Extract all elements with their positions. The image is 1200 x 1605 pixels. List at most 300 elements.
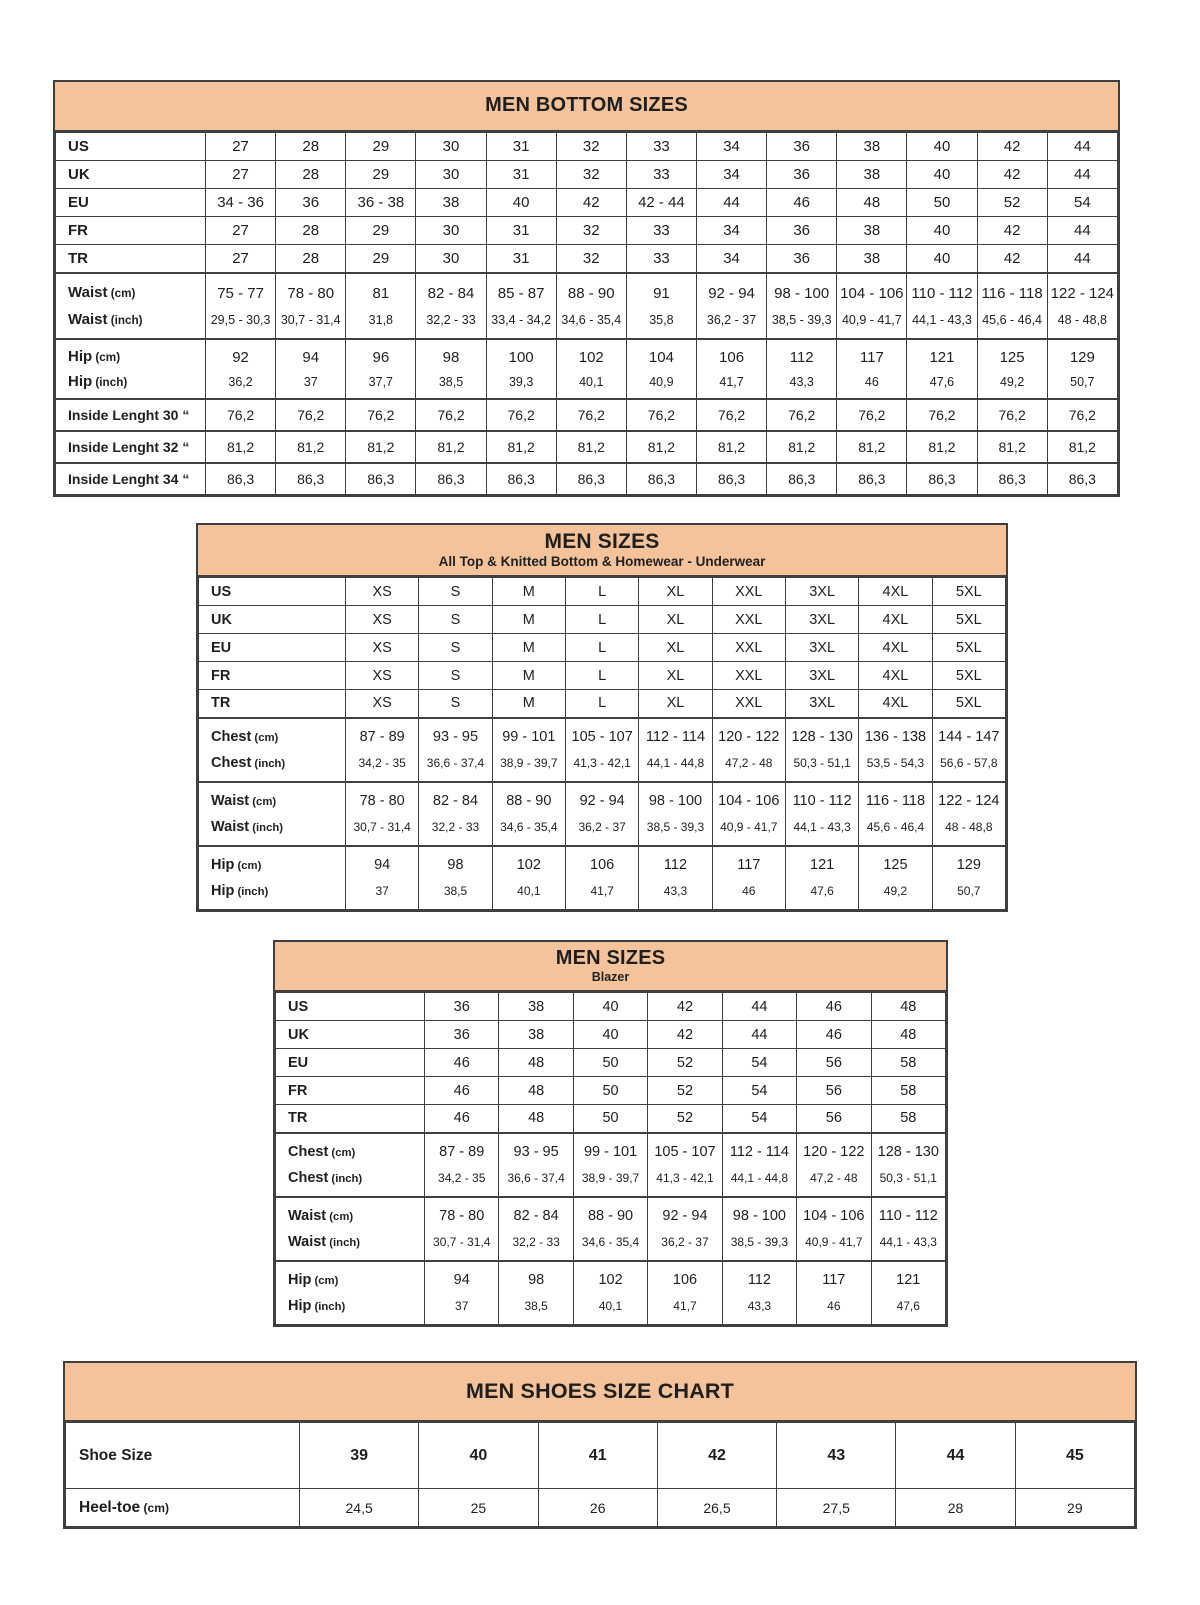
- value-cell: 44: [1047, 161, 1117, 189]
- value-cell: 76,2: [767, 399, 837, 431]
- value-cell: 86,3: [767, 463, 837, 495]
- value-cell: 54: [722, 1077, 796, 1105]
- value-cell: 42: [657, 1423, 776, 1489]
- value-cell: 40: [907, 245, 977, 273]
- row-label: Waist: [68, 283, 108, 301]
- value-cell: 27: [206, 217, 276, 245]
- row-label: Waist: [68, 310, 108, 328]
- row-label-cell: [199, 690, 346, 718]
- row-label: Heel-toe: [79, 1498, 141, 1516]
- row-label: Chest: [288, 1169, 329, 1186]
- value-cell: 44: [696, 189, 766, 217]
- value-cell: XS: [346, 690, 419, 718]
- value-cell: 38: [499, 1021, 573, 1049]
- value-cell: 81,2: [276, 431, 346, 463]
- value-cell: 26: [538, 1489, 657, 1527]
- row-label-cell: [56, 245, 206, 273]
- value-cell: XXL: [712, 606, 785, 634]
- value-cell: 98 - 100 38,5 - 39,3: [767, 273, 837, 339]
- value-cell: 46: [425, 1105, 499, 1133]
- value-cell: 56: [797, 1049, 871, 1077]
- row-label: Waist: [288, 1207, 327, 1224]
- value-cell: 121 47,6: [907, 339, 977, 399]
- value-cell: 106 41,7: [565, 846, 638, 910]
- value-cell: 52: [648, 1049, 722, 1077]
- value-cell: 27: [206, 133, 276, 161]
- value-cell: 81,2: [206, 431, 276, 463]
- value-cell: 106 41,7: [648, 1261, 722, 1325]
- row-label-unit: (cm): [326, 1210, 354, 1223]
- row-label-unit: (inch): [234, 885, 269, 898]
- value-cell: 94 37: [346, 846, 419, 910]
- value-cell: 104 - 106 40,9 - 41,7: [712, 782, 785, 846]
- value-cell: 27: [206, 245, 276, 273]
- value-cell: L: [565, 578, 638, 606]
- value-cell: 78 - 80 30,7 - 31,4: [346, 782, 419, 846]
- value-cell: 4XL: [859, 662, 932, 690]
- value-cell: 34: [696, 133, 766, 161]
- value-cell: 112 - 114 44,1 - 44,8: [639, 718, 712, 782]
- value-cell: 86,3: [346, 463, 416, 495]
- value-cell: 24,5: [300, 1489, 419, 1527]
- row-label-unit: (inch): [251, 757, 286, 770]
- value-cell: 116 - 118 45,6 - 46,4: [977, 273, 1047, 339]
- row-label-cell: [276, 1197, 425, 1261]
- value-cell: 76,2: [276, 399, 346, 431]
- value-cell: 3XL: [785, 606, 858, 634]
- row-label: EU: [288, 1054, 309, 1071]
- value-cell: 46: [797, 993, 871, 1021]
- row-label: EU: [211, 639, 232, 656]
- value-cell: 56: [797, 1105, 871, 1133]
- value-cell: L: [565, 606, 638, 634]
- row-label-cell: [199, 718, 346, 782]
- row-label-unit: (inch): [328, 1172, 363, 1185]
- value-cell: 93 - 95 36,6 - 37,4: [499, 1133, 573, 1197]
- value-cell: 28: [276, 133, 346, 161]
- value-cell: XXL: [712, 690, 785, 718]
- value-cell: XXL: [712, 634, 785, 662]
- row-label-unit: (cm): [140, 1500, 170, 1515]
- table-row: [56, 273, 1118, 339]
- row-label: Shoe Size: [79, 1446, 153, 1464]
- row-label: FR: [288, 1082, 308, 1099]
- value-cell: 30: [416, 245, 486, 273]
- row-label-cell: [199, 782, 346, 846]
- value-cell: M: [492, 578, 565, 606]
- value-cell: 86,3: [626, 463, 696, 495]
- value-cell: 136 - 138 53,5 - 54,3: [859, 718, 932, 782]
- value-cell: 40: [907, 161, 977, 189]
- row-label-unit: (inch): [249, 821, 284, 834]
- value-cell: 44: [1047, 133, 1117, 161]
- row-label: Hip: [211, 882, 235, 899]
- value-cell: 40: [419, 1423, 538, 1489]
- value-cell: 76,2: [626, 399, 696, 431]
- value-cell: 86,3: [977, 463, 1047, 495]
- table-row: [276, 1021, 946, 1049]
- value-cell: M: [492, 662, 565, 690]
- table-row: [199, 662, 1006, 690]
- value-cell: 105 - 107 41,3 - 42,1: [565, 718, 638, 782]
- value-cell: 81,2: [556, 431, 626, 463]
- table-subtitle: Blazer: [591, 970, 630, 985]
- value-cell: 46: [425, 1077, 499, 1105]
- value-cell: 120 - 122 47,2 - 48: [797, 1133, 871, 1197]
- table-header: [55, 82, 1118, 132]
- men-sizes-top-table: [196, 523, 1008, 912]
- value-cell: 86,3: [907, 463, 977, 495]
- value-cell: 3XL: [785, 634, 858, 662]
- value-cell: L: [565, 690, 638, 718]
- value-cell: XS: [346, 606, 419, 634]
- value-cell: 94 37: [425, 1261, 499, 1325]
- value-cell: 93 - 95 36,6 - 37,4: [419, 718, 492, 782]
- table-row: [56, 245, 1118, 273]
- value-cell: 86,3: [276, 463, 346, 495]
- row-label-cell: [276, 1077, 425, 1105]
- table-row: [199, 634, 1006, 662]
- row-label-unit: (cm): [234, 859, 262, 872]
- value-cell: 42: [977, 245, 1047, 273]
- value-cell: 112 43,3: [722, 1261, 796, 1325]
- value-cell: 86,3: [206, 463, 276, 495]
- value-cell: 5XL: [932, 634, 1005, 662]
- row-label-cell: [56, 189, 206, 217]
- value-cell: 34 - 36: [206, 189, 276, 217]
- row-label: US: [68, 138, 89, 155]
- size-table: [55, 132, 1118, 495]
- row-label-unit: (cm): [311, 1274, 339, 1287]
- value-cell: S: [419, 690, 492, 718]
- value-cell: 102 40,1: [573, 1261, 647, 1325]
- value-cell: 76,2: [556, 399, 626, 431]
- table-row: [276, 1197, 946, 1261]
- row-label-cell: [56, 463, 206, 495]
- table-title: MEN BOTTOM SIZES: [485, 94, 688, 117]
- value-cell: 82 - 84 32,2 - 33: [416, 273, 486, 339]
- value-cell: 4XL: [859, 578, 932, 606]
- value-cell: XL: [639, 578, 712, 606]
- value-cell: 48: [837, 189, 907, 217]
- value-cell: 81,2: [977, 431, 1047, 463]
- value-cell: 76,2: [416, 399, 486, 431]
- value-cell: 128 - 130 50,3 - 51,1: [785, 718, 858, 782]
- table-row: [56, 399, 1118, 431]
- value-cell: 76,2: [1047, 399, 1117, 431]
- value-cell: 102 40,1: [556, 339, 626, 399]
- value-cell: M: [492, 634, 565, 662]
- value-cell: 110 - 112 44,1 - 43,3: [871, 1197, 945, 1261]
- value-cell: 78 - 80 30,7 - 31,4: [425, 1197, 499, 1261]
- value-cell: 29: [346, 245, 416, 273]
- value-cell: 48: [871, 1021, 945, 1049]
- value-cell: 129 50,7: [932, 846, 1005, 910]
- value-cell: 87 - 89 34,2 - 35: [425, 1133, 499, 1197]
- table-row: [199, 606, 1006, 634]
- value-cell: 31: [486, 161, 556, 189]
- value-cell: 86,3: [416, 463, 486, 495]
- table-title: MEN SIZES: [544, 529, 660, 553]
- value-cell: 36: [425, 1021, 499, 1049]
- row-label: UK: [288, 1026, 309, 1043]
- table-header: [275, 942, 946, 992]
- value-cell: 58: [871, 1105, 945, 1133]
- value-cell: 32: [556, 245, 626, 273]
- value-cell: 26,5: [657, 1489, 776, 1527]
- table-subtitle: All Top & Knitted Bottom & Homewear - Underwear: [438, 554, 766, 570]
- value-cell: 5XL: [932, 690, 1005, 718]
- value-cell: 4XL: [859, 634, 932, 662]
- row-label: TR: [211, 695, 231, 712]
- value-cell: 88 - 90 34,6 - 35,4: [556, 273, 626, 339]
- table-row: [199, 578, 1006, 606]
- row-label: US: [288, 998, 309, 1015]
- value-cell: 48: [871, 993, 945, 1021]
- value-cell: 4XL: [859, 690, 932, 718]
- table-row: [276, 1261, 946, 1325]
- value-cell: 78 - 80 30,7 - 31,4: [276, 273, 346, 339]
- value-cell: 50: [573, 1049, 647, 1077]
- table-row: [276, 1133, 946, 1197]
- value-cell: 40: [573, 993, 647, 1021]
- value-cell: 76,2: [977, 399, 1047, 431]
- value-cell: 27,5: [777, 1489, 896, 1527]
- table-row: [199, 690, 1006, 718]
- value-cell: 82 - 84 32,2 - 33: [419, 782, 492, 846]
- value-cell: 76,2: [206, 399, 276, 431]
- table-row: [276, 1077, 946, 1105]
- table-row: [66, 1423, 1135, 1489]
- table-row: [276, 993, 946, 1021]
- value-cell: M: [492, 690, 565, 718]
- value-cell: 32: [556, 133, 626, 161]
- row-label-cell: [276, 1049, 425, 1077]
- value-cell: 31: [486, 245, 556, 273]
- value-cell: 112 - 114 44,1 - 44,8: [722, 1133, 796, 1197]
- value-cell: 81,2: [767, 431, 837, 463]
- value-cell: 38: [499, 993, 573, 1021]
- value-cell: 41: [538, 1423, 657, 1489]
- men-shoes-size-table: [63, 1361, 1137, 1529]
- value-cell: 86,3: [837, 463, 907, 495]
- row-label-cell: [199, 606, 346, 634]
- value-cell: 56: [797, 1077, 871, 1105]
- table-header: [198, 525, 1006, 577]
- value-cell: 45: [1015, 1423, 1134, 1489]
- value-cell: XXL: [712, 662, 785, 690]
- row-label-cell: [276, 1021, 425, 1049]
- value-cell: 76,2: [696, 399, 766, 431]
- value-cell: 36: [767, 161, 837, 189]
- value-cell: 76,2: [486, 399, 556, 431]
- table-row: [56, 339, 1118, 399]
- value-cell: 116 - 118 45,6 - 46,4: [859, 782, 932, 846]
- value-cell: M: [492, 606, 565, 634]
- table-row: [56, 133, 1118, 161]
- value-cell: 34: [696, 161, 766, 189]
- value-cell: 58: [871, 1049, 945, 1077]
- row-label-unit: (inch): [311, 1300, 346, 1313]
- value-cell: 5XL: [932, 662, 1005, 690]
- value-cell: 50: [907, 189, 977, 217]
- value-cell: 34: [696, 217, 766, 245]
- value-cell: 102 40,1: [492, 846, 565, 910]
- value-cell: 3XL: [785, 578, 858, 606]
- row-label-cell: [56, 133, 206, 161]
- value-cell: 100 39,3: [486, 339, 556, 399]
- men-bottom-sizes-table: [53, 80, 1120, 497]
- row-label-cell: [276, 1133, 425, 1197]
- value-cell: 40: [907, 133, 977, 161]
- value-cell: XL: [639, 662, 712, 690]
- value-cell: 125 49,2: [977, 339, 1047, 399]
- value-cell: 54: [722, 1049, 796, 1077]
- value-cell: 43: [777, 1423, 896, 1489]
- value-cell: 112 43,3: [639, 846, 712, 910]
- value-cell: 75 - 77 29,5 - 30,3: [206, 273, 276, 339]
- value-cell: 25: [419, 1489, 538, 1527]
- value-cell: 36: [767, 217, 837, 245]
- value-cell: 76,2: [837, 399, 907, 431]
- value-cell: 48: [499, 1077, 573, 1105]
- row-label: Chest: [211, 728, 252, 745]
- value-cell: 99 - 101 38,9 - 39,7: [492, 718, 565, 782]
- row-label-unit: (inch): [107, 313, 143, 327]
- row-label-cell: [56, 217, 206, 245]
- row-label: EU: [68, 194, 89, 211]
- value-cell: 3XL: [785, 690, 858, 718]
- row-label-unit: (inch): [92, 375, 128, 389]
- value-cell: 54: [1047, 189, 1117, 217]
- value-cell: 76,2: [907, 399, 977, 431]
- value-cell: 88 - 90 34,6 - 35,4: [492, 782, 565, 846]
- value-cell: 76,2: [346, 399, 416, 431]
- value-cell: 33: [626, 161, 696, 189]
- row-label: Chest: [288, 1143, 329, 1160]
- value-cell: 36 - 38: [346, 189, 416, 217]
- size-table: [275, 992, 946, 1325]
- value-cell: 87 - 89 34,2 - 35: [346, 718, 419, 782]
- value-cell: 94 37: [276, 339, 346, 399]
- value-cell: 5XL: [932, 578, 1005, 606]
- value-cell: 40: [486, 189, 556, 217]
- row-label: UK: [68, 166, 90, 183]
- value-cell: 104 40,9: [626, 339, 696, 399]
- value-cell: 30: [416, 161, 486, 189]
- value-cell: 129 50,7: [1047, 339, 1117, 399]
- row-label: Hip: [68, 372, 93, 390]
- value-cell: XL: [639, 606, 712, 634]
- value-cell: 32: [556, 161, 626, 189]
- value-cell: 81,2: [1047, 431, 1117, 463]
- men-sizes-blazer-table: [273, 940, 948, 1327]
- value-cell: 28: [896, 1489, 1015, 1527]
- value-cell: 42: [648, 1021, 722, 1049]
- row-label: TR: [288, 1110, 308, 1127]
- row-label: FR: [68, 222, 88, 239]
- value-cell: 110 - 112 44,1 - 43,3: [907, 273, 977, 339]
- value-cell: 44: [722, 1021, 796, 1049]
- row-label: TR: [68, 249, 88, 267]
- row-label: UK: [211, 611, 232, 628]
- value-cell: 32: [556, 217, 626, 245]
- value-cell: XL: [639, 634, 712, 662]
- value-cell: 122 - 124 48 - 48,8: [932, 782, 1005, 846]
- value-cell: 29: [346, 161, 416, 189]
- value-cell: 92 36,2: [206, 339, 276, 399]
- row-label-unit: (inch): [326, 1236, 361, 1249]
- value-cell: 38: [837, 245, 907, 273]
- value-cell: 34: [696, 245, 766, 273]
- row-label: Inside Lenght 32 “: [68, 438, 190, 455]
- value-cell: 81,2: [696, 431, 766, 463]
- row-label: Waist: [288, 1233, 327, 1250]
- value-cell: 112 43,3: [767, 339, 837, 399]
- value-cell: 50: [573, 1105, 647, 1133]
- table-row: [276, 1049, 946, 1077]
- value-cell: 117 46: [837, 339, 907, 399]
- value-cell: 38: [837, 217, 907, 245]
- table-row: [199, 718, 1006, 782]
- value-cell: 81,2: [626, 431, 696, 463]
- value-cell: 85 - 87 33,4 - 34,2: [486, 273, 556, 339]
- value-cell: 86,3: [1047, 463, 1117, 495]
- size-table: [198, 577, 1006, 910]
- row-label-cell: [66, 1423, 300, 1489]
- table-row: [66, 1489, 1135, 1527]
- value-cell: 40: [907, 217, 977, 245]
- value-cell: 86,3: [556, 463, 626, 495]
- value-cell: 40: [573, 1021, 647, 1049]
- value-cell: 5XL: [932, 606, 1005, 634]
- value-cell: 33: [626, 245, 696, 273]
- value-cell: 86,3: [696, 463, 766, 495]
- value-cell: 28: [276, 245, 346, 273]
- row-label-unit: (cm): [328, 1146, 356, 1159]
- table-title: MEN SIZES: [555, 946, 666, 969]
- value-cell: XL: [639, 690, 712, 718]
- value-cell: 36: [767, 133, 837, 161]
- value-cell: 121 47,6: [785, 846, 858, 910]
- value-cell: 29: [346, 217, 416, 245]
- value-cell: 48: [499, 1049, 573, 1077]
- row-label-cell: [56, 431, 206, 463]
- row-label: Hip: [68, 347, 93, 365]
- row-label: Waist: [211, 792, 250, 809]
- table-row: [56, 463, 1118, 495]
- row-label-cell: [56, 339, 206, 399]
- table-row: [276, 1105, 946, 1133]
- value-cell: 82 - 84 32,2 - 33: [499, 1197, 573, 1261]
- value-cell: L: [565, 662, 638, 690]
- value-cell: 128 - 130 50,3 - 51,1: [871, 1133, 945, 1197]
- value-cell: 81,2: [416, 431, 486, 463]
- value-cell: XS: [346, 662, 419, 690]
- value-cell: 29: [1015, 1489, 1134, 1527]
- value-cell: 104 - 106 40,9 - 41,7: [797, 1197, 871, 1261]
- value-cell: 122 - 124 48 - 48,8: [1047, 273, 1117, 339]
- row-label: Hip: [288, 1297, 312, 1314]
- value-cell: 44: [1047, 245, 1117, 273]
- size-table: [65, 1422, 1135, 1527]
- row-label-unit: (cm): [107, 286, 136, 300]
- row-label-unit: (cm): [92, 350, 121, 364]
- row-label-cell: [199, 578, 346, 606]
- value-cell: 42: [977, 133, 1047, 161]
- value-cell: 117 46: [797, 1261, 871, 1325]
- value-cell: S: [419, 662, 492, 690]
